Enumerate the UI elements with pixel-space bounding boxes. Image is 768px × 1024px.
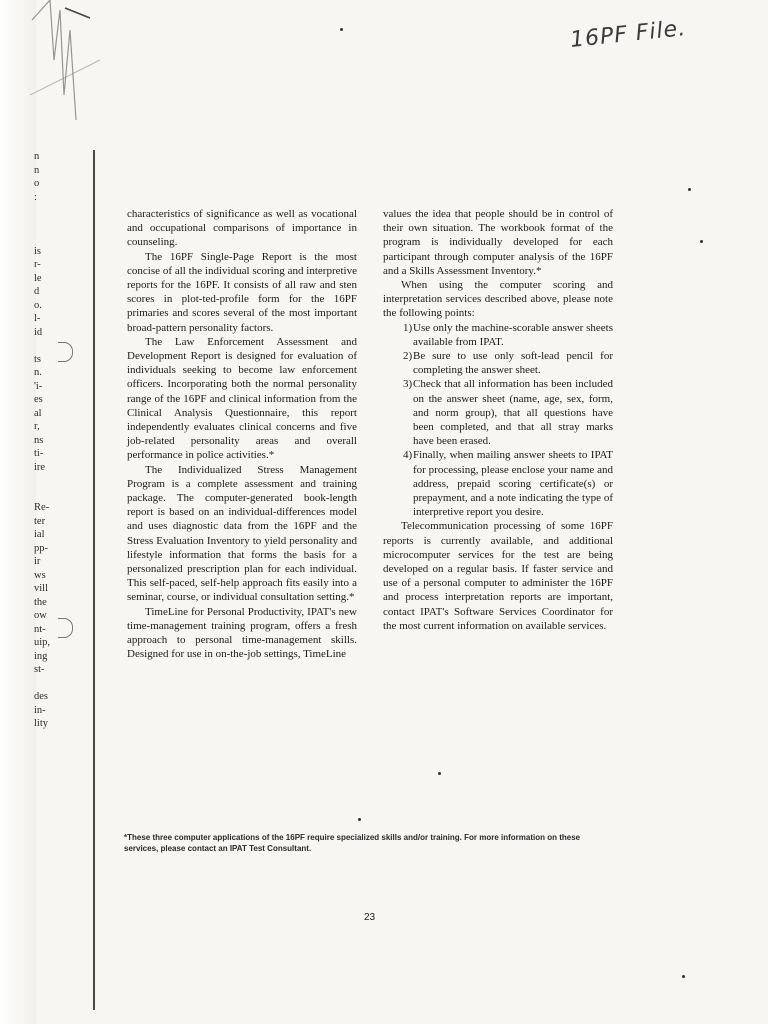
point-number: 1) (403, 321, 413, 334)
margin-fragment: ti- (34, 448, 44, 459)
margin-fragment: id (34, 326, 43, 338)
margin-fragment (34, 218, 74, 232)
point-number: 3) (403, 378, 413, 391)
point-text: Be sure to use only soft-lead pencil for completing the answer sheet. (413, 350, 613, 377)
margin-fragment: is (34, 245, 42, 257)
margin-fragment: n (34, 151, 40, 162)
handwritten-annotation: 16PF File. (569, 15, 688, 54)
scan-speck (358, 818, 361, 821)
left-column-paragraph: The Individualized Stress Management Program is a complete assessment and training package. The computer-generated book-length report is based on an individual-differences model and uses diagnostic data from the 16PF and the Stress Evaluation Inventory to yield personality and lifestyle information that forms the basis for a personalized prescription plan for each individual. This self-paced, self-help approach fits easily into a seminar, course, or individual consultation setting.* (127, 463, 357, 604)
margin-fragment: in- (34, 704, 46, 716)
left-column-paragraph: The 16PF Single-Page Report is the most concise of all the individual scoring and interpretive reports for the 16PF. It consists of all raw and sten scores in plot-ted-profile form for the 16PF primaries and scores several of the most important broad-pattern personality factors. (127, 250, 357, 334)
numbered-point (383, 349, 613, 377)
margin-fragment: r, (34, 421, 40, 432)
margin-fragment: Re- (34, 502, 50, 513)
margin-fragment: lity (34, 718, 49, 729)
margin-fragment: ts (34, 353, 42, 365)
page-number: 23 (364, 912, 376, 923)
margin-fragment: d (34, 286, 40, 297)
margin-fragment: ter (34, 515, 46, 527)
margin-fragment: n (34, 164, 40, 176)
margin-fragment: : (34, 191, 37, 203)
telecommunication-paragraph: Telecommunication processing of some 16PF reports is currently available, and additional microcomputer services for the test are being developed on a regular basis. If faster service and use of a personal computer to administer the 16PF and process interpretation reports are important, contact IPAT's Software Services Coordinator for the most current information on available services. (383, 520, 613, 632)
scan-speck (438, 772, 441, 775)
margin-fragment: pp- (34, 542, 48, 554)
margin-fragment: es (34, 394, 43, 405)
left-column-paragraph: characteristics of significance as well as vocational and occupational comparisons of importance in counseling. (127, 208, 357, 249)
margin-fragment: ow (34, 610, 47, 621)
scan-speck (340, 28, 343, 31)
margin-fragment: ing (34, 650, 48, 662)
left-text-column (127, 207, 357, 662)
point-number: 2) (403, 350, 413, 363)
margin-fragment (34, 474, 74, 488)
margin-fragment (34, 677, 74, 691)
point-text: Check that all information has been included on the answer sheet (name, age, sex, form, and norm group), that all questions have been completed, and that all stray marks have been erased. (413, 378, 613, 448)
previous-page-margin-fragments (34, 150, 74, 731)
point-text: Finally, when mailing answer sheets to IPAT for processing, please enclose your name and address, prepaid scoring certificate(s) or prepayment, and a note indicating the type of interpretive report you desire. (413, 449, 613, 519)
margin-fragment: the (34, 596, 47, 608)
margin-fragment: o (34, 178, 40, 189)
margin-fragment (34, 488, 74, 502)
margin-fragment: st- (34, 664, 45, 675)
margin-fragment: n. (34, 367, 42, 378)
margin-fragment (34, 204, 74, 218)
point-number: 4) (403, 449, 413, 462)
scan-speck (688, 188, 691, 191)
corner-scribble (30, 0, 110, 130)
scan-speck (682, 975, 685, 978)
margin-fragment: al (34, 407, 42, 419)
left-column-paragraph: The Law Enforcement Assessment and Development Report is designed for evaluation of individuals seeking to become law enforcement officers. Incorporating both the normal personality range of the 16PF and clinical information from the Clinical Analysis Questionnaire, this report independently evaluates clinical concerns and five job-related personality areas and overall performance in police activities.* (127, 335, 357, 462)
binding-shadow (0, 0, 36, 1024)
margin-fragment: ir (34, 556, 41, 567)
points-lead-paragraph: When using the computer scoring and interpretation services described above, please note the following points: (383, 279, 613, 320)
margin-fragment: ial (34, 529, 45, 540)
margin-fragment: uip, (34, 637, 51, 648)
margin-fragment: vill (34, 583, 49, 594)
margin-fragment: l- (34, 313, 41, 324)
continued-paragraph: values the idea that people should be in control of their own situation. The workbook format of the program is individually developed for each participant through computer analysis of the 16PF and a Skills Assessment Inventory.* (383, 208, 613, 277)
numbered-point (383, 448, 613, 519)
margin-fragment: nt- (34, 623, 46, 635)
margin-fragment: ws (34, 569, 46, 581)
footnote: *These three computer applications of the 16PF require specialized skills and/or training. For more information on these services, please contact an IPAT Test Consultant. (124, 833, 581, 853)
margin-fragment: le (34, 272, 42, 284)
margin-fragment: ns (34, 434, 44, 446)
margin-fragment (34, 231, 74, 245)
points-list (383, 321, 613, 520)
margin-fragment: 'i- (34, 380, 43, 392)
right-text-column (383, 207, 613, 633)
margin-fragment: r- (34, 259, 41, 270)
numbered-point (383, 377, 613, 448)
margin-fragment: des (34, 691, 48, 702)
point-text: Use only the machine-scorable answer sheets available from IPAT. (413, 321, 613, 348)
left-column-paragraph: TimeLine for Personal Productivity, IPAT's new time-management training program, offers a fresh approach to personal time-management skills. Designed for use in on-the-job settings, TimeLine (127, 605, 357, 661)
margin-fragment: o. (34, 299, 42, 311)
numbered-point (383, 321, 613, 349)
margin-fragment: ire (34, 461, 46, 473)
binding-line (93, 150, 95, 1010)
scan-speck (700, 240, 703, 243)
